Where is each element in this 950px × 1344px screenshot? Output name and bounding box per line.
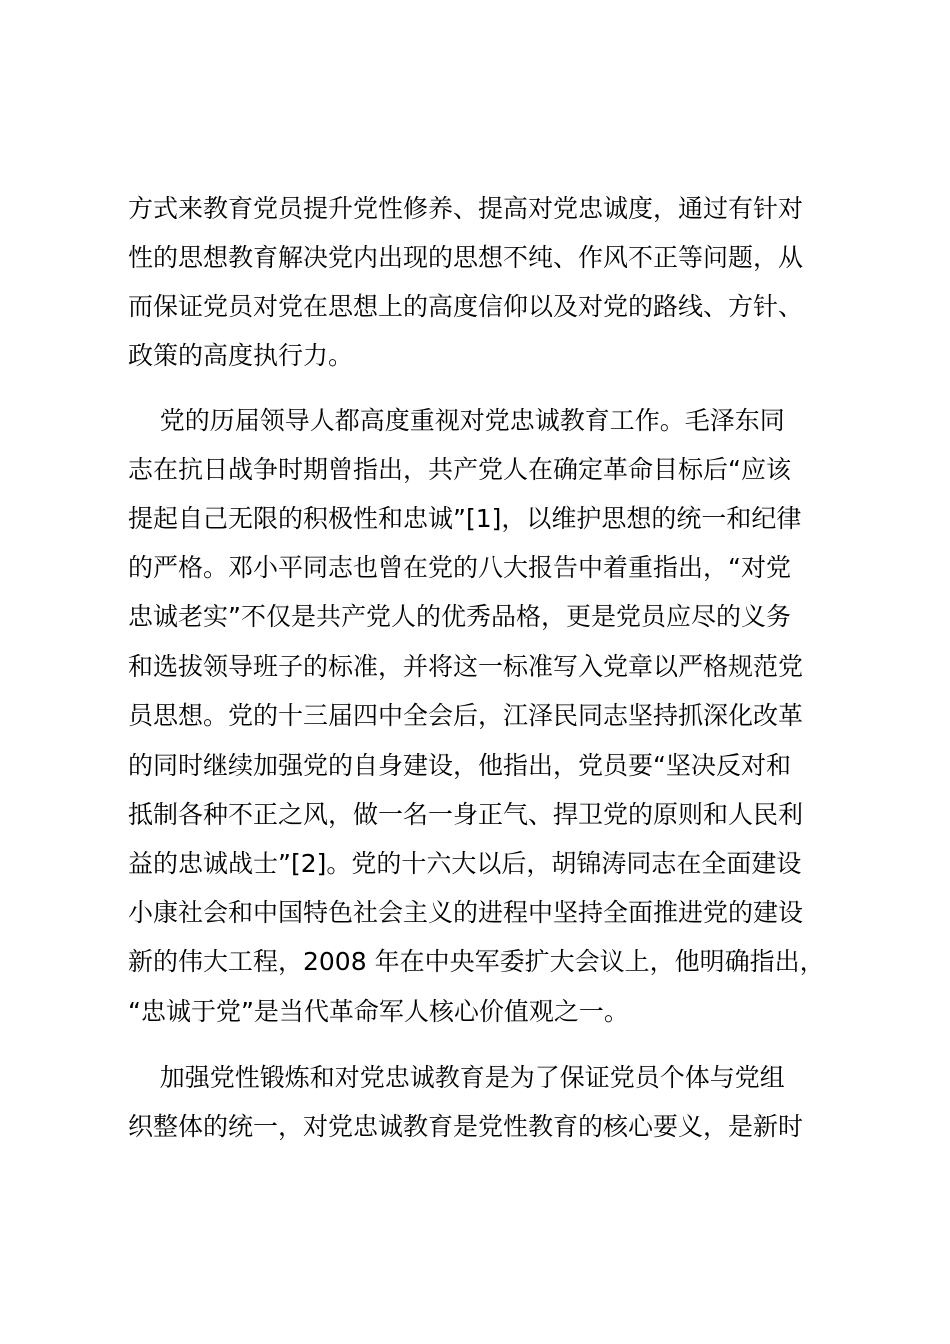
paragraph-2-line-10: 益的忠诚战士”[2]。党的十六大以后，胡锦涛同志在全面建设 (128, 849, 802, 878)
paragraph-3-line-2: 织整体的统一，对党忠诚教育是党性教育的核心要义，是新时 (128, 1112, 804, 1141)
paragraph-1-line-2: 性的思想教育解决党内出现的思想不纯、作风不正等问题，从 (128, 243, 804, 272)
paragraph-3-line-1: 加强党性锻炼和对党忠诚教育是为了保证党员个体与党组 (128, 1063, 785, 1092)
paragraph-1-line-4: 政策的高度执行力。 (128, 341, 354, 370)
paragraph-2-line-5: 忠诚老实”不仅是共产党人的优秀品格，更是党员应尽的义务 (128, 602, 791, 631)
paragraph-2-line-1: 党的历届领导人都高度重视对党忠诚教育工作。毛泽东同 (128, 406, 785, 435)
paragraph-2-line-4: 的严格。邓小平同志也曾在党的八大报告中着重指出，“对党 (128, 553, 791, 582)
paragraph-1-line-1: 方式来教育党员提升党性修养、提高对党忠诚度，通过有针对 (128, 194, 804, 223)
paragraph-2-line-9: 抵制各种不正之风，做一名一身正气、捍卫党的原则和人民利 (128, 800, 804, 829)
paragraph-1-line-3: 而保证党员对党在思想上的高度信仰以及对党的路线、方针、 (128, 292, 804, 321)
paragraph-2-line-8: 的同时继续加强党的自身建设，他指出，党员要“坚决反对和 (128, 751, 791, 780)
paragraph-2-line-2: 志在抗日战争时期曾指出，共产党人在确定革命目标后“应该 (128, 455, 791, 484)
paragraph-2-line-6: 和选拔领导班子的标准，并将这一标准写入党章以严格规范党 (128, 652, 804, 681)
paragraph-2-line-12: 新的伟大工程，2008 年在中央军委扩大会议上，他明确指出， (128, 947, 825, 976)
paragraph-2-line-13: “忠诚于党”是当代革命军人核心价值观之一。 (128, 997, 629, 1026)
paragraph-2-line-7: 员思想。党的十三届四中全会后，江泽民同志坚持抓深化改革 (128, 701, 804, 730)
paragraph-2-line-3: 提起自己无限的积极性和忠诚”[1]，以维护思想的统一和纪律 (128, 504, 802, 533)
paragraph-2-line-11: 小康社会和中国特色社会主义的进程中坚持全面推进党的建设 (128, 898, 804, 927)
